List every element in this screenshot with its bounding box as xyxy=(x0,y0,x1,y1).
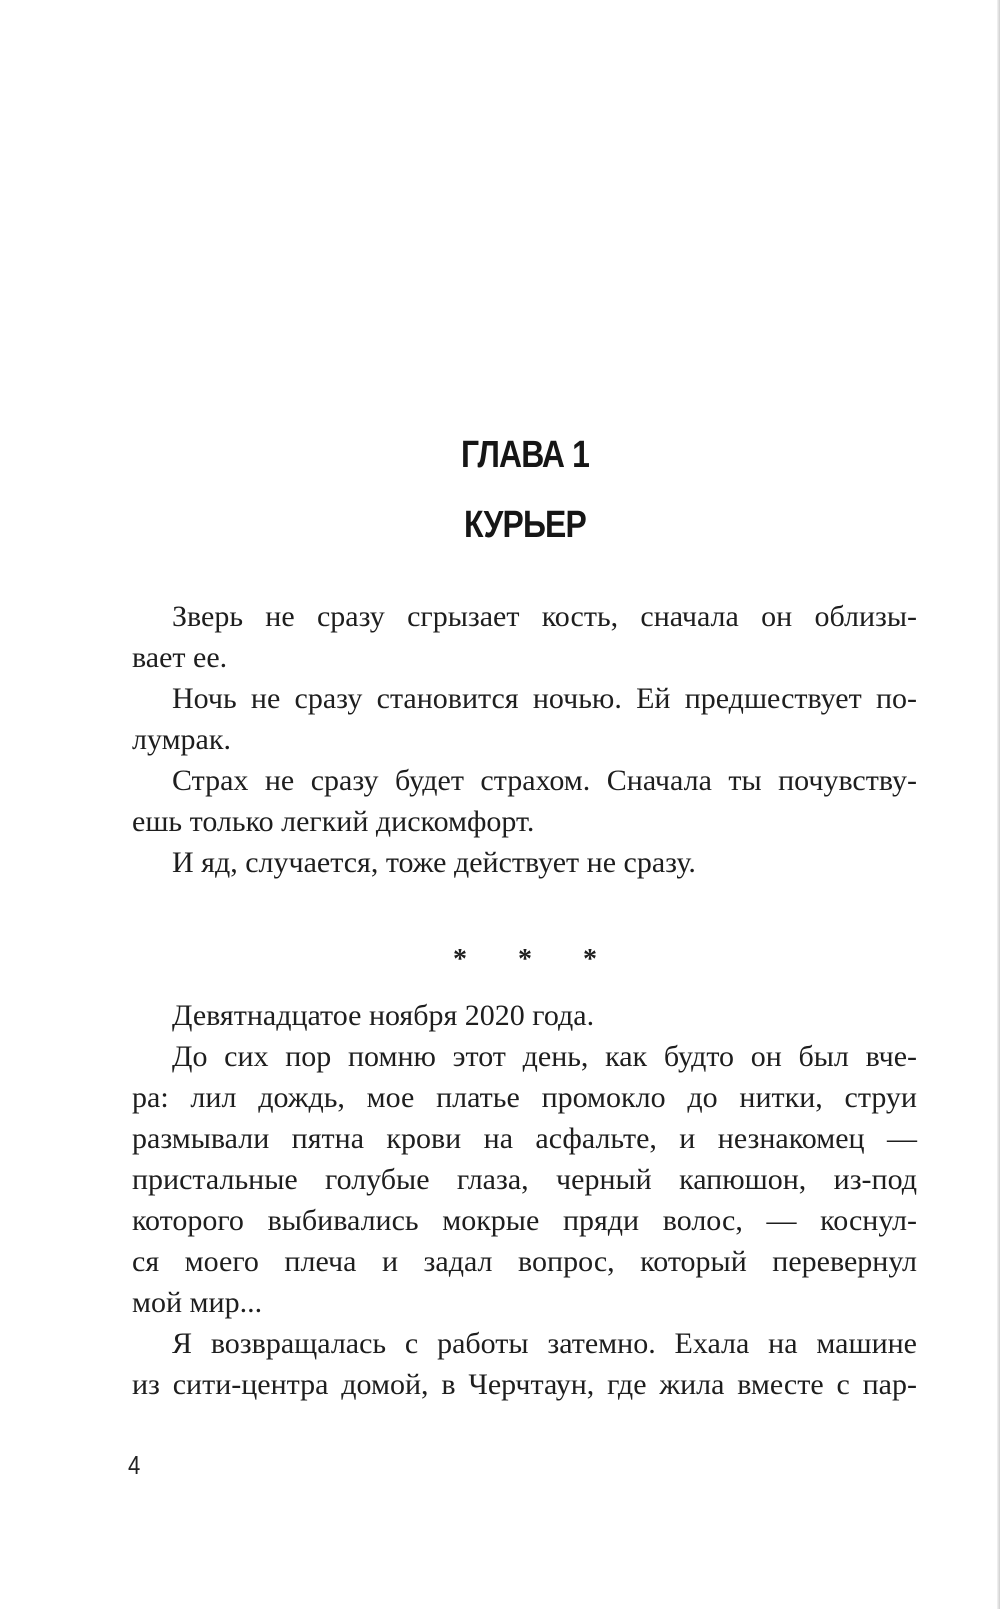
epigraph-line: лумрак. xyxy=(132,723,231,756)
body-line: ся моего плеча и задал вопрос, который перевернул xyxy=(132,1245,917,1278)
epigraph-line: Страх не сразу будет страхом. Сначала ты почувству- xyxy=(172,764,917,797)
body-line: из сити-центра домой, в Черчтаун, где жила вместе с пар- xyxy=(132,1368,917,1401)
body-line: ра: лил дождь, мое платье промокло до нитки, струи xyxy=(132,1081,917,1114)
chapter-title: КУРЬЕР xyxy=(464,504,586,546)
body-line: Девятнадцатое ноября 2020 года. xyxy=(172,999,595,1032)
epigraph-line: Зверь не сразу сгрызает кость, сначала он облизы- xyxy=(172,600,917,633)
epigraph-line: И яд, случается, тоже действует не сразу. xyxy=(172,846,696,879)
body-line: До сих пор помню этот день, как будто он был вче- xyxy=(172,1040,917,1073)
body-line: пристальные голубые глаза, черный капюшон, из-под xyxy=(132,1163,917,1196)
body-line: Я возвращалась с работы затемно. Ехала на машине xyxy=(172,1327,917,1360)
body-line: которого выбивались мокрые пряди волос, — коснул- xyxy=(132,1204,917,1237)
epigraph-line: ешь только легкий дискомфорт. xyxy=(132,805,535,838)
epigraph-line: Ночь не сразу становится ночью. Ей предшествует по- xyxy=(172,682,917,715)
section-separator: * * * xyxy=(453,944,619,975)
chapter-number: ГЛАВА 1 xyxy=(460,434,589,476)
body-line: размывали пятна крови на асфальте, и незнакомец — xyxy=(132,1122,917,1155)
epigraph-line: вает ее. xyxy=(132,641,228,674)
body-line: мой мир... xyxy=(132,1286,263,1319)
page-number: 4 xyxy=(128,1450,141,1480)
